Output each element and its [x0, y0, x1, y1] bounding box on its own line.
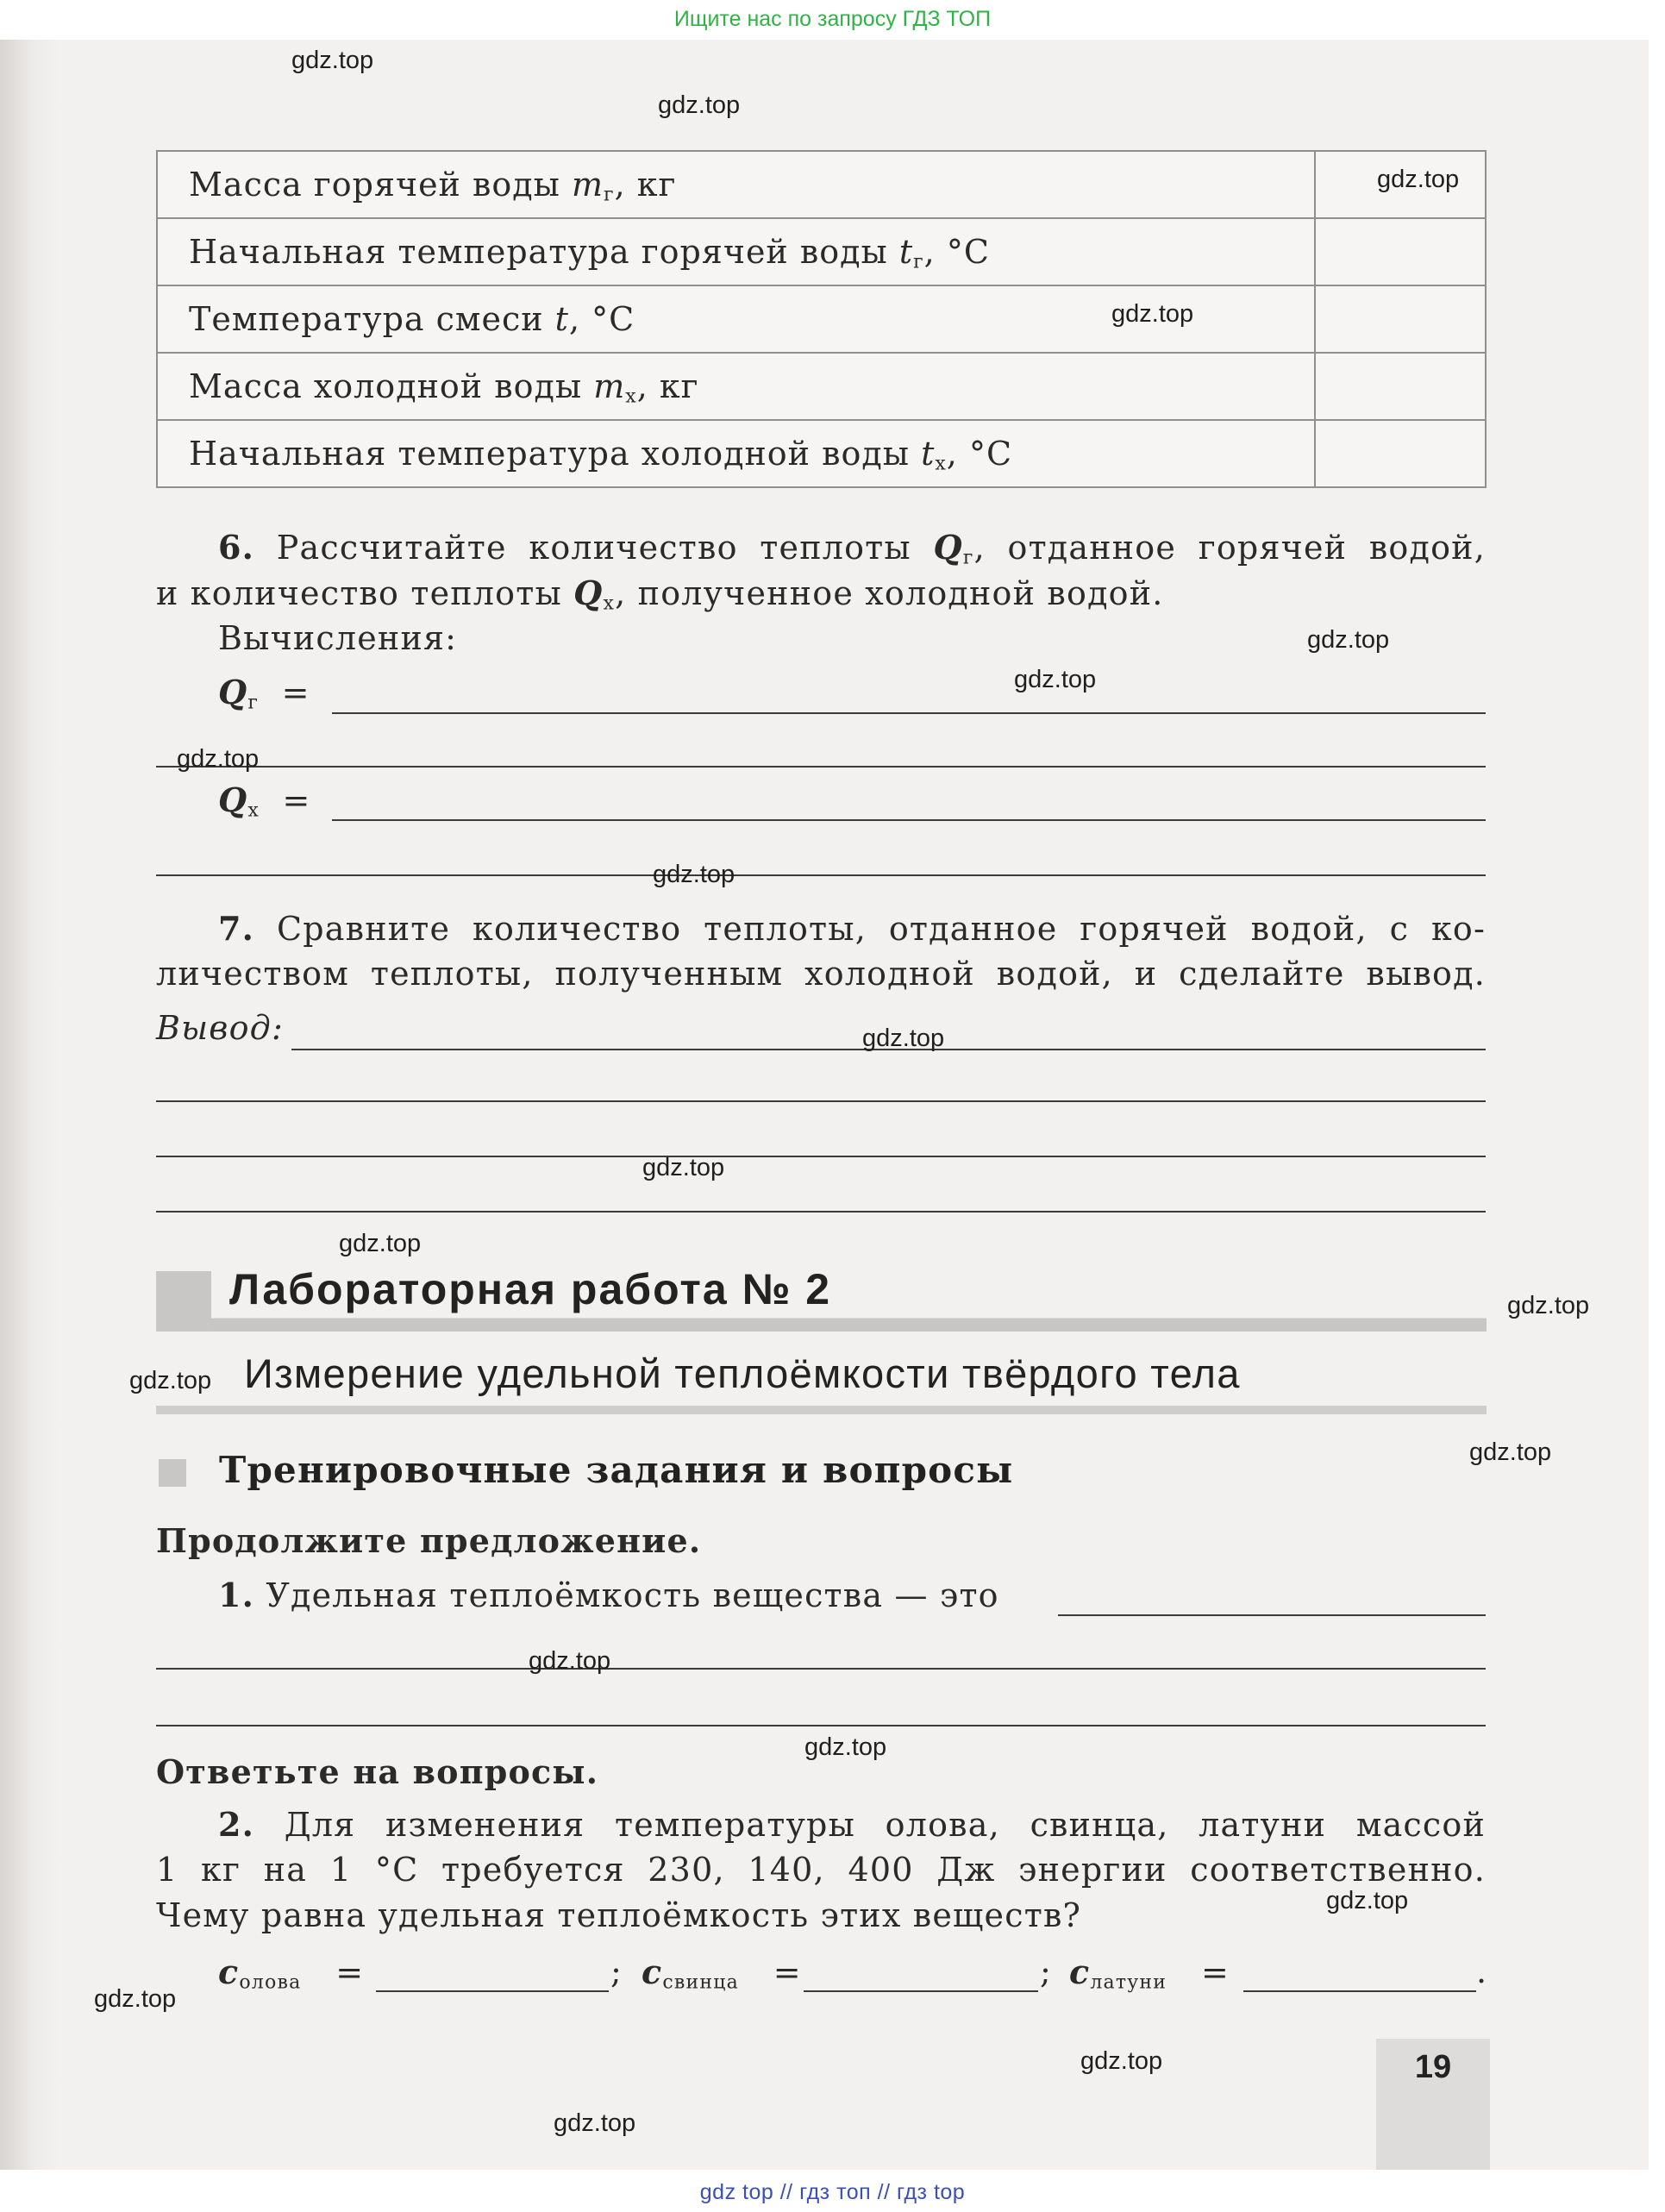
answer-line[interactable] [156, 766, 1486, 768]
answer-prompt: Ответьте на вопросы. [156, 1752, 599, 1791]
watermark: gdz.top [1080, 2047, 1163, 2075]
task7-line2: личеством теплоты, полученным холодной водой, и сделайте вывод. [156, 955, 1486, 993]
continue-prompt: Продолжите предложение. [156, 1521, 702, 1560]
task6-line1: 6. Рассчитайте количество теплоты $Q_г$, отданное горячей водой, [218, 528, 1486, 569]
row-label: Масса горячей воды $m_г$, кг [157, 151, 1315, 218]
value-cell[interactable] [1315, 353, 1486, 420]
page-number: 19 [1414, 2049, 1452, 2085]
watermark: gdz.top [177, 745, 260, 773]
row-label: Начальная температура горячей воды $t_г$, °С [157, 218, 1315, 285]
q1-answer-line[interactable] [1058, 1614, 1486, 1616]
watermark: gdz.top [1014, 666, 1097, 693]
watermark: gdz.top [658, 91, 741, 119]
c-tin-label: $c_{олова}$ = [218, 1952, 365, 1994]
watermark: gdz.top [1469, 1438, 1552, 1466]
lab-subtitle: Измерение удельной теплоёмкости твёрдого тела [244, 1350, 1241, 1396]
answer-line[interactable] [156, 1211, 1486, 1213]
c-lead-answer-line[interactable] [804, 1990, 1038, 1992]
watermark: gdz.top [554, 2109, 636, 2137]
q2-line2: 1 кг на 1 °С требуется 230, 140, 400 Дж энергии соответственно. [156, 1851, 1486, 1889]
lab-heading-marker [156, 1271, 211, 1332]
calc-label: Вычисления: [218, 619, 458, 657]
watermark: gdz.top [653, 861, 735, 888]
qg-answer-line[interactable] [332, 712, 1486, 714]
answer-line[interactable] [156, 1725, 1486, 1726]
q2-line1: 2. Для изменения температуры олова, свинца, латуни массой [218, 1805, 1486, 1844]
subtitle-divider [156, 1406, 1487, 1414]
table-row [157, 151, 1486, 218]
c-tin-answer-line[interactable] [376, 1990, 609, 1992]
answer-line[interactable] [156, 1668, 1486, 1670]
end-mark: . [1476, 1952, 1488, 1990]
row-label: Температура смеси t, °С [157, 285, 1315, 353]
value-cell[interactable] [1315, 420, 1486, 487]
section-title: Тренировочные задания и вопросы [219, 1449, 1014, 1491]
value-cell[interactable] [1315, 285, 1486, 353]
value-cell[interactable] [1315, 218, 1486, 285]
watermark: gdz.top [1377, 166, 1460, 193]
watermark: gdz.top [529, 1647, 611, 1675]
q1-text: 1. Удельная теплоёмкость вещества — это [218, 1576, 999, 1614]
task6-line2: и количество теплоты $Q_х$, полученное холодной водой. [156, 573, 1164, 615]
watermark: gdz.top [291, 47, 374, 74]
c-brass-label: $c_{латуни}$ = [1069, 1952, 1230, 1994]
measurements-table [156, 150, 1487, 488]
q2-line3: Чему равна удельная теплоёмкость этих веществ? [156, 1896, 1082, 1934]
watermark: gdz.top [804, 1733, 887, 1761]
table-row [157, 285, 1486, 353]
separator: ; [1040, 1952, 1053, 1990]
watermark: gdz.top [129, 1367, 212, 1394]
watermark: gdz.top [1507, 1292, 1590, 1319]
task7-line1: 7. Сравните количество теплоты, отданное горячей водой, с ко- [218, 909, 1487, 948]
row-label: Начальная температура холодной воды $t_х$, °С [157, 420, 1315, 487]
page-spine-shadow [0, 40, 59, 2170]
watermark: gdz.top [94, 1985, 177, 2013]
watermark: gdz.top [1326, 1887, 1409, 1914]
answer-line[interactable] [156, 874, 1486, 876]
qg-label: $Q_г$ = [218, 673, 310, 714]
bottom-banner[interactable]: gdz top // гдз топ // гдз top [699, 2180, 966, 2204]
separator: ; [610, 1952, 623, 1990]
watermark: gdz.top [642, 1154, 725, 1181]
qx-answer-line[interactable] [332, 819, 1486, 821]
c-lead-label: $c_{свинца}$ = [642, 1952, 802, 1994]
table-row [157, 420, 1486, 487]
top-banner[interactable]: Ищите нас по запросу ГДЗ ТОП [673, 7, 992, 31]
answer-line[interactable] [156, 1100, 1486, 1102]
section-marker [159, 1459, 186, 1487]
qx-label: $Q_х$ = [218, 780, 311, 822]
watermark: gdz.top [862, 1025, 945, 1052]
row-label: Масса холодной воды $m_х$, кг [157, 353, 1315, 420]
watermark: gdz.top [1111, 300, 1194, 328]
watermark: gdz.top [339, 1230, 422, 1257]
conclusion-label: Вывод: [156, 1009, 284, 1047]
lab-title: Лабораторная работа № 2 [229, 1265, 832, 1313]
table-row [157, 353, 1486, 420]
c-brass-answer-line[interactable] [1243, 1990, 1476, 1992]
watermark: gdz.top [1307, 626, 1390, 654]
answer-line[interactable] [156, 1156, 1486, 1157]
table-row [157, 218, 1486, 285]
